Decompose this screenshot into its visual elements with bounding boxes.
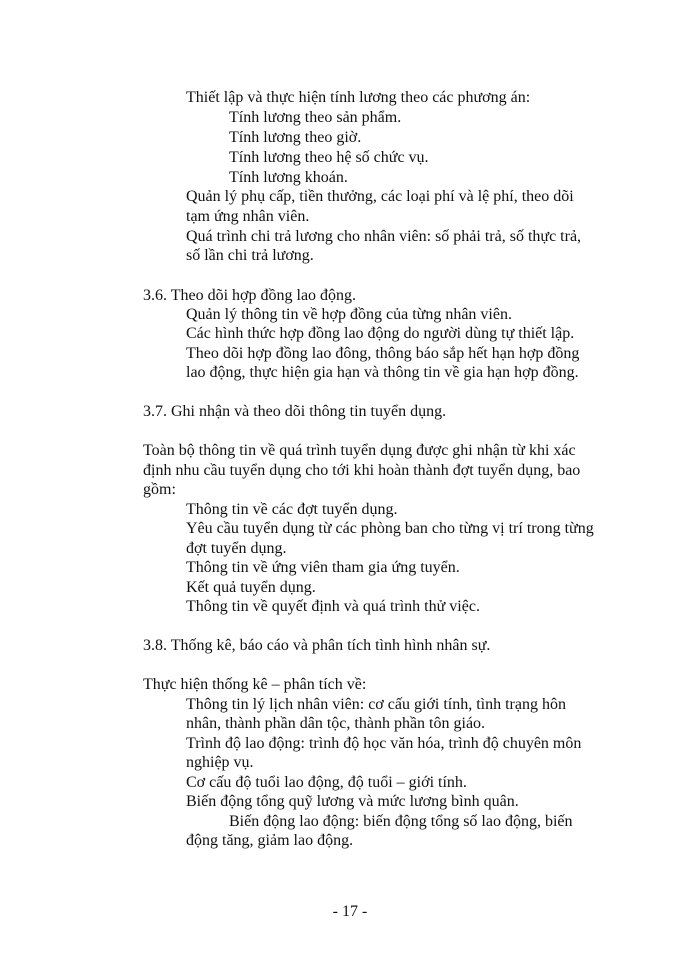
- allowances-line: tạm ứng nhân viên.: [186, 208, 310, 225]
- allowances-line: Quản lý phụ cấp, tiền thưởng, các loại phí và lệ phí, theo dõi: [186, 188, 574, 205]
- list-item: Biến động lao động: biến động tổng số lao động, biến: [229, 813, 573, 830]
- list-item: nhân, thành phần dân tộc, thành phần tôn giáo.: [186, 715, 486, 732]
- list-item: Thông tin lý lịch nhân viên: cơ cấu giới tính, tình trạng hôn: [186, 696, 566, 713]
- list-item: Các hình thức hợp đồng lao động do người dùng tự thiết lập.: [186, 325, 575, 342]
- page-number: - 17 -: [332, 903, 368, 920]
- list-item: Quản lý thông tin về hợp đồng của từng nhân viên.: [186, 306, 512, 323]
- payment-line: Quá trình chi trả lương cho nhân viên: số phải trả, số thực trả,: [186, 228, 582, 245]
- payment-line: số lần chi trả lương.: [186, 247, 314, 264]
- list-item: lao động, thực hiện gia hạn và thông tin về gia hạn hợp đồng.: [186, 364, 579, 381]
- list-item: Thông tin về ứng viên tham gia ứng tuyển.: [186, 559, 460, 576]
- salary-method-item: Tính lương khoán.: [229, 169, 348, 186]
- list-item: Theo dõi hợp đồng lao đông, thông báo sắp hết hạn hợp đồng: [186, 345, 580, 362]
- list-item: đợt tuyển dụng.: [186, 540, 287, 557]
- section-heading-3-8: 3.8. Thống kê, báo cáo và phân tích tình hình nhân sự.: [143, 637, 491, 654]
- section-heading-3-7: 3.7. Ghi nhận và theo dõi thông tin tuyển dụng.: [143, 403, 447, 420]
- paragraph-line: Thực hiện thống kê – phân tích về:: [143, 676, 367, 693]
- salary-method-item: Tính lương theo sản phẩm.: [229, 109, 402, 126]
- paragraph-line: Toàn bộ thông tin về quá trình tuyển dụng được ghi nhận từ khi xác: [143, 442, 576, 459]
- list-item: Trình độ lao động: trình độ học văn hóa, trình độ chuyên môn: [186, 735, 582, 752]
- paragraph-line: định nhu cầu tuyển dụng cho tới khi hoàn thành đợt tuyển dụng, bao: [143, 462, 581, 479]
- section-heading-3-6: 3.6. Theo dõi hợp đồng lao động.: [143, 287, 357, 304]
- list-item: Kết quả tuyển dụng.: [186, 579, 316, 596]
- paragraph-line: gồm:: [143, 481, 176, 498]
- list-item: động tăng, giảm lao động.: [186, 832, 354, 849]
- list-item: Cơ cấu độ tuổi lao động, độ tuổi – giới tính.: [186, 774, 467, 791]
- list-item: nghiệp vụ.: [186, 754, 254, 771]
- salary-method-item: Tính lương theo hệ số chức vụ.: [229, 149, 429, 166]
- list-item: Thông tin về quyết định và quá trình thử việc.: [186, 598, 480, 615]
- list-item: Thông tin về các đợt tuyển dụng.: [186, 501, 398, 518]
- salary-intro-line: Thiết lập và thực hiện tính lương theo các phương án:: [186, 89, 531, 106]
- list-item: Biến động tổng quỹ lương và mức lương bình quân.: [186, 793, 519, 810]
- list-item: Yêu cầu tuyển dụng từ các phòng ban cho từng vị trí trong từng: [186, 520, 594, 537]
- salary-method-item: Tính lương theo giờ.: [229, 129, 362, 146]
